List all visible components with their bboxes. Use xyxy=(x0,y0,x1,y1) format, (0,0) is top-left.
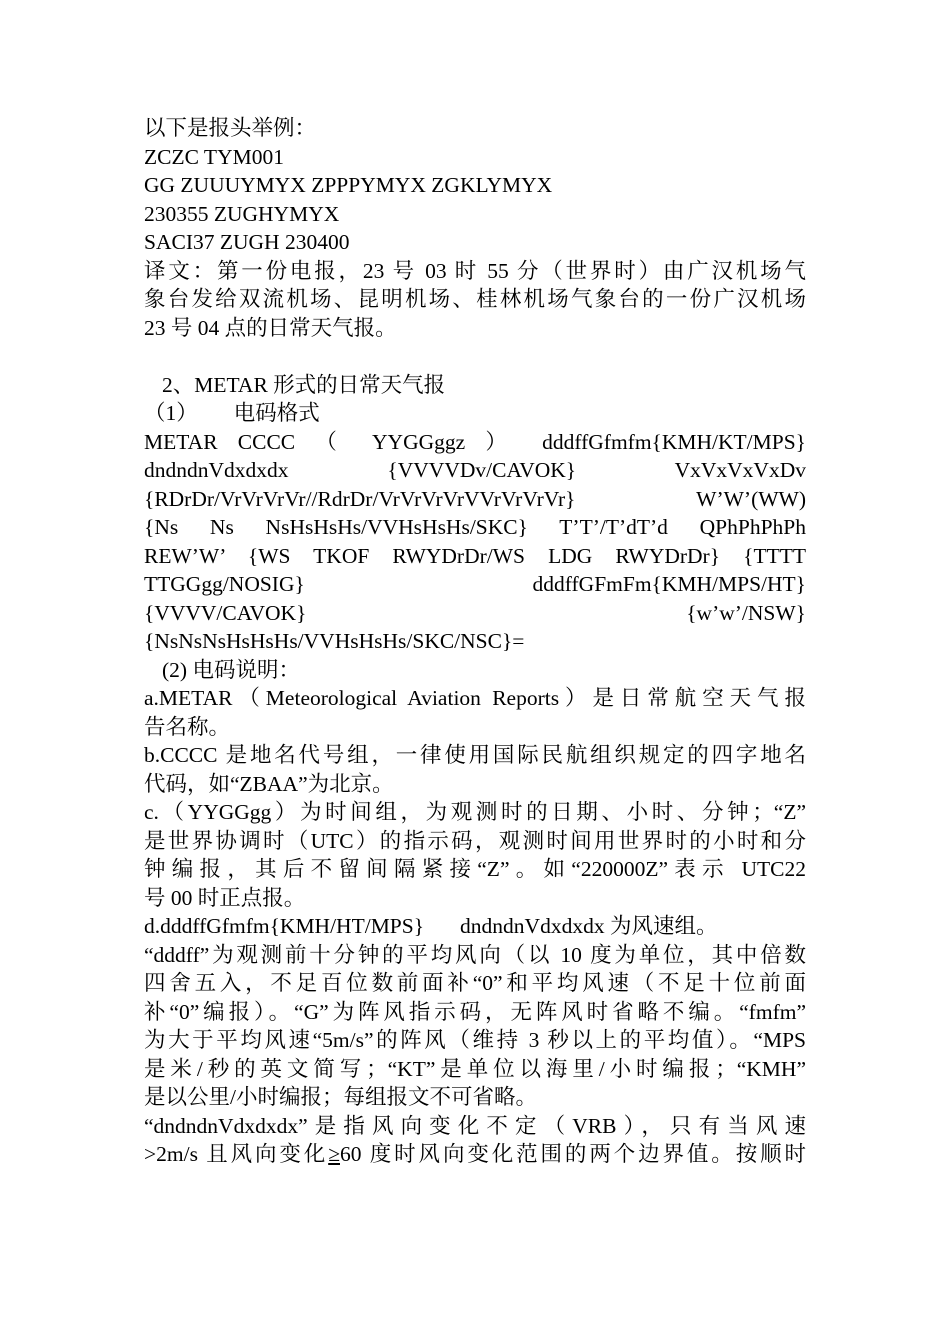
text-line: 是以公里/小时编报；每组报文不可省略。 xyxy=(144,1085,537,1109)
text-fragment: 60 度时风向变化范围的两个边界值。按顺时 xyxy=(340,1142,806,1166)
greater-equal-symbol: ≥ xyxy=(328,1142,340,1166)
code-line: {NsNsNsHsHsHs/VVHsHsHs/SKC/NSC}= xyxy=(144,629,525,653)
text-line: SACI37 ZUGH 230400 xyxy=(144,230,350,254)
text-line: 230355 ZUGHYMYX xyxy=(144,201,340,226)
blank-line xyxy=(144,342,806,371)
code-line: {RDrDr/VrVrVrVr//RdrDr/VrVrVrVrVVrVrVrVr} W’W’(WW) xyxy=(144,486,806,511)
document-page xyxy=(144,114,806,1169)
text-line: 是世界协调时（UTC）的指示码，观测时间用世界时的小时和分 xyxy=(144,828,806,853)
text-line: GG ZUUUYMYX ZPPPYMYX ZGKLYMYX xyxy=(144,173,553,197)
text-line: 象台发给双流机场、昆明机场、桂林机场气象台的一份广汉机场 xyxy=(144,287,806,311)
text-line: ZCZC TYM001 xyxy=(144,144,284,169)
wind-group-code: d.dddffGfmfm{KMH/HT/MPS} xyxy=(144,914,425,938)
wind-variation-code: dndndnVdxdxdx 为风速组。 xyxy=(460,914,718,938)
text-line: 译文：第一份电报，23 号 03 时 55 分（世界时）由广汉机场气 xyxy=(144,258,806,283)
text-line xyxy=(144,912,806,941)
section-heading: 2、METAR 形式的日常天气报 xyxy=(162,372,446,397)
code-line: {VVVV/CAVOK} {w’w’/NSW} xyxy=(144,600,806,625)
text-line: b.CCCC 是地名代号组，一律使用国际民航组织规定的四字地名 xyxy=(144,743,806,767)
text-line: 是米/秒的英文简写；“KT”是单位以海里/小时编报；“KMH” xyxy=(144,1056,806,1081)
text-fragment: >2m/s 且风向变化 xyxy=(144,1142,329,1166)
code-line: REW’W’ {WS TKOF RWYDrDr/WS LDG RWYDrDr} {TTTT xyxy=(144,543,806,568)
code-line: METAR CCCC （ YYGGggz ） dddffGfmfm{KMH/KT/MPS} xyxy=(144,429,806,454)
text-line: “dndndnVdxdxdx”是指风向变化不定（VRB），只有当风速 xyxy=(144,1113,806,1138)
text-line: 补“0”编报）。“G”为阵风指示码，无阵风时省略不编。“fmfm” xyxy=(144,999,806,1024)
text-line: c.（YYGGgg）为时间组，为观测时的日期、小时、分钟；“Z” xyxy=(144,800,806,824)
subsection-heading xyxy=(144,399,806,428)
subsection-heading: (2) 电码说明： xyxy=(162,657,300,682)
text-line: 四舍五入，不足百位数前面补“0”和平均风速（不足十位前面 xyxy=(144,971,806,995)
code-line: {Ns Ns NsHsHsHs/VVHsHsHs/SKC} T’T’/T’dT’d QPhPhPhPh xyxy=(144,515,806,539)
text-line: 为大于平均风速“5m/s”的阵风（维持 3 秒以上的平均值）。“MPS xyxy=(144,1028,806,1052)
text-line: 23 号 04 点的日常天气报。 xyxy=(144,315,397,340)
text-line: 号 00 时正点报。 xyxy=(144,885,306,910)
text-line: 告名称。 xyxy=(144,714,231,739)
subsection-title: 电码格式 xyxy=(233,401,320,425)
code-line: TTGGgg/NOSIG} dddffGFmFm{KMH/MPS/HT} xyxy=(144,572,806,596)
text-line xyxy=(144,1140,806,1169)
text-line: “dddff”为观测前十分钟的平均风向（以 10 度为单位，其中倍数 xyxy=(144,942,806,967)
text-line: 代码，如“ZBAA”为北京。 xyxy=(144,771,394,796)
text-line: 以下是报头举例： xyxy=(144,116,317,140)
text-line: 钟编报，其后不留间隔紧接“Z”。如“220000Z”表示 UTC22 xyxy=(144,857,806,881)
text-line: a.METAR（Meteorological Aviation Reports）是日常航空天气报 xyxy=(144,686,806,710)
code-line: dndndnVdxdxdx {VVVVDv/CAVOK} VxVxVxVxDv xyxy=(144,458,806,482)
subsection-number: （1） xyxy=(144,401,198,425)
